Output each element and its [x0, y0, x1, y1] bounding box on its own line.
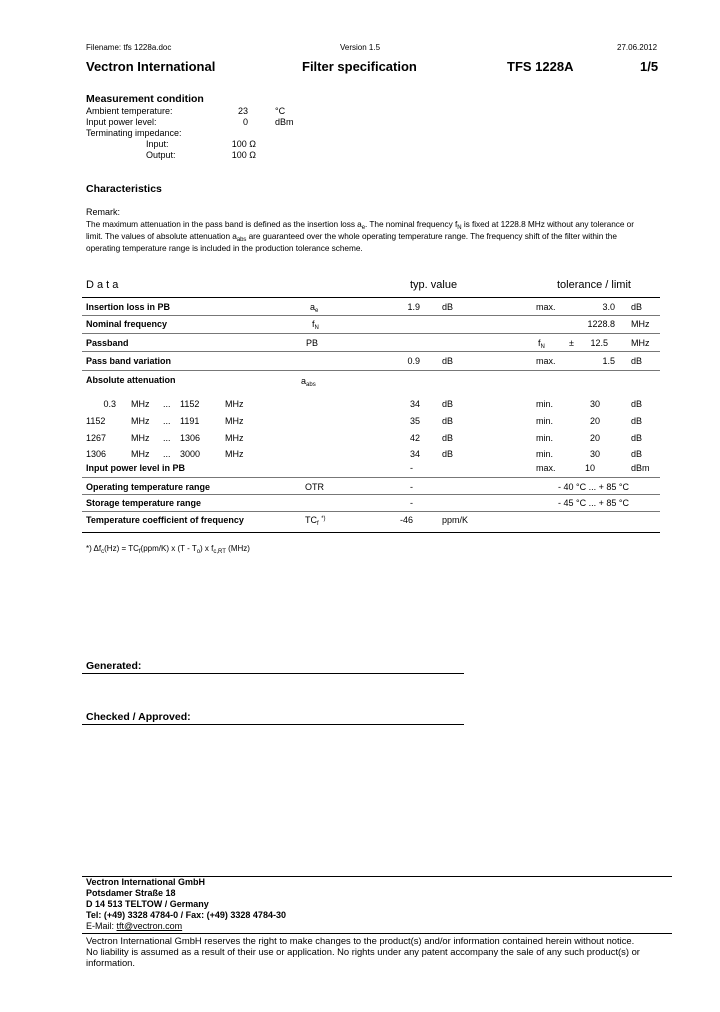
version: Version 1.5 — [340, 43, 381, 52]
atten-f2: 3000 — [180, 449, 201, 459]
ambient-value: 23 — [237, 106, 248, 116]
row-passband-lim-sym: $f_N$ — [538, 338, 545, 350]
atten-typ: 34 — [409, 399, 420, 409]
row-otr-sym: OTR — [305, 482, 324, 492]
row-otr-typ: - — [410, 482, 413, 492]
atten-kind: min. — [536, 449, 554, 459]
row-nominal-label: Nominal frequency — [86, 319, 168, 329]
row-insertion-sym: $a_e$ — [310, 302, 319, 314]
atten-dots: ... — [163, 399, 171, 409]
atten-typ: 34 — [409, 449, 420, 459]
footer-rule-2 — [82, 933, 672, 934]
row-variation-lim-kind: max. — [536, 356, 556, 366]
atten-u2: MHz — [225, 449, 244, 459]
atten-f2: 1306 — [180, 433, 201, 443]
date: 27.06.2012 — [617, 43, 658, 52]
row-nominal-lim-unit: MHz — [631, 319, 650, 329]
remark-line-3: operating temperature range is included in the production tolerance scheme. — [86, 243, 363, 253]
row-otr-range: - 40 °C ... + 85 °C — [558, 482, 629, 492]
row-rule — [82, 351, 660, 352]
atten-typ: 35 — [409, 416, 420, 426]
remark-line-1: The maximum attenuation in the pass band is defined as the insertion loss $a_e$. The nominal frequency $f_N$ is fixed at 1228.8 MHz without any tolerance or — [86, 219, 634, 231]
atten-dots: ... — [163, 416, 171, 426]
row-variation-lim-unit: dB — [631, 356, 643, 366]
disclaimer-2: No liability is assumed as a result of their use or application. No rights under any patent accompany the sale of any such product(s) or — [86, 946, 640, 957]
row-insertion-typ-unit: dB — [442, 302, 454, 312]
row-nominal-sym: $f_N$ — [312, 319, 319, 331]
remark-label: Remark: — [86, 207, 121, 217]
atten-u2: MHz — [225, 399, 244, 409]
power-label: Input power level: — [86, 117, 157, 127]
atten-f2: 1152 — [180, 399, 200, 409]
row-absolute-label: Absolute attenuation — [86, 375, 176, 385]
row-inputpower-lim-kind: max. — [536, 463, 556, 473]
generated-signature-line — [82, 673, 464, 674]
row-rule — [82, 333, 660, 334]
row-insertion-lim-unit: dB — [631, 302, 643, 312]
row-insertion-lim-kind: max. — [536, 302, 556, 312]
col-typ: typ. value — [410, 279, 458, 291]
atten-typ-unit: dB — [442, 399, 454, 409]
output-value: 100 Ω — [231, 150, 256, 160]
atten-u1: MHz — [131, 433, 150, 443]
atten-u1: MHz — [131, 449, 150, 459]
row-tcf-typ: -46 — [399, 515, 413, 525]
row-tcf-sym: $TC_f$ *) — [305, 515, 326, 527]
atten-typ-unit: dB — [442, 416, 454, 426]
company-name: Vectron International — [86, 59, 216, 74]
tcf-footnote: *) $\Delta f_c(Hz) = TC_f(ppm/K)$ x $(T - T_o)$ x $f_{c,RT}$ (MHz) — [86, 544, 250, 555]
footer-email-line: E-Mail: tft@vectron.com — [86, 921, 183, 931]
row-storage-range: - 45 °C ... + 85 °C — [558, 498, 629, 508]
row-variation-typ-unit: dB — [442, 356, 454, 366]
row-inputpower-label: Input power level in PB — [86, 463, 186, 473]
atten-typ: 42 — [409, 433, 420, 443]
row-insertion-typ: 1.9 — [407, 302, 420, 312]
measurement-title: Measurement condition — [86, 93, 204, 105]
power-value: 0 — [242, 117, 248, 127]
atten-dots: ... — [163, 433, 171, 443]
power-unit: dBm — [275, 117, 294, 127]
atten-u1: MHz — [131, 399, 150, 409]
footer-email-link[interactable]: tft@vectron.com — [116, 921, 183, 931]
row-inputpower-lim: 10 — [584, 463, 595, 473]
row-insertion-lim: 3.0 — [602, 302, 615, 312]
row-rule — [82, 477, 660, 478]
footer-city: D 14 513 TELTOW / Germany — [86, 899, 209, 909]
row-passband-lim: 12.5 — [590, 338, 608, 348]
table-top-rule — [82, 297, 660, 298]
row-variation-lim: 1.5 — [602, 356, 615, 366]
atten-kind: min. — [536, 399, 554, 409]
row-inputpower-typ: - — [410, 463, 413, 473]
generated-label: Generated: — [86, 660, 142, 672]
row-tcf-label: Temperature coefficient of frequency — [86, 515, 244, 525]
atten-lim-unit: dB — [631, 399, 643, 409]
atten-u1: MHz — [131, 416, 150, 426]
page-number: 1/5 — [640, 59, 659, 74]
row-absolute-sym: $a_{abs}$ — [301, 376, 316, 388]
doc-type: Filter specification — [302, 59, 417, 74]
atten-u2: MHz — [225, 416, 244, 426]
col-data: D a t a — [86, 279, 119, 291]
input-value: 100 Ω — [231, 139, 256, 149]
atten-lim: 30 — [589, 449, 600, 459]
row-variation-label: Pass band variation — [86, 356, 172, 366]
row-inputpower-lim-unit: dBm — [631, 463, 650, 473]
atten-lim: 30 — [589, 399, 600, 409]
row-otr-label: Operating temperature range — [86, 482, 211, 492]
atten-lim-unit: dB — [631, 416, 643, 426]
impedance-label: Terminating impedance: — [86, 128, 182, 138]
atten-lim: 20 — [589, 433, 600, 443]
ambient-unit: °C — [275, 106, 286, 116]
atten-lim-unit: dB — [631, 449, 643, 459]
atten-lim-unit: dB — [631, 433, 643, 443]
row-passband-label: Passband — [86, 338, 129, 348]
disclaimer-1: Vectron International GmbH reserves the right to make changes to the product(s) and/or information contained herein without notice. — [86, 935, 635, 946]
output-label: Output: — [146, 150, 176, 160]
atten-kind: min. — [536, 416, 554, 426]
atten-u2: MHz — [225, 433, 244, 443]
approved-label: Checked / Approved: — [86, 711, 191, 723]
atten-f2: 1191 — [180, 416, 200, 426]
row-tcf-typ-unit: ppm/K — [442, 515, 469, 525]
row-passband-sym: PB — [306, 338, 319, 348]
atten-f1: 1152 — [86, 416, 106, 426]
filename: Filename: tfs 1228a.doc — [86, 43, 172, 52]
row-storage-typ: - — [410, 498, 413, 508]
atten-dots: ... — [163, 449, 171, 459]
atten-kind: min. — [536, 433, 554, 443]
row-passband-pm: ± — [569, 338, 574, 348]
atten-typ-unit: dB — [442, 449, 454, 459]
row-rule — [82, 494, 660, 495]
atten-f1: 0.3 — [103, 399, 116, 409]
part-number: TFS 1228A — [507, 59, 574, 74]
col-tol: tolerance / limit — [557, 279, 631, 291]
table-bottom-rule — [82, 532, 660, 533]
row-rule — [82, 370, 660, 371]
remark-line-2: limit. The values of absolute attenuation $a_{abs}$ are guaranteed over the whole operating temperature range. The frequency shift of the filter within the — [86, 231, 617, 243]
atten-lim: 20 — [589, 416, 600, 426]
disclaimer-3: information. — [86, 957, 135, 968]
atten-f1: 1306 — [86, 449, 107, 459]
row-passband-lim-unit: MHz — [631, 338, 650, 348]
row-rule — [82, 511, 660, 512]
ambient-label: Ambient temperature: — [86, 106, 173, 116]
row-rule — [82, 315, 660, 316]
footer-street: Potsdamer Straße 18 — [86, 888, 176, 898]
footer-company: Vectron International GmbH — [86, 877, 206, 887]
row-insertion-label: Insertion loss in PB — [86, 302, 171, 312]
approved-signature-line — [82, 724, 464, 725]
input-label: Input: — [146, 139, 169, 149]
row-variation-typ: 0.9 — [407, 356, 420, 366]
row-storage-label: Storage temperature range — [86, 498, 202, 508]
atten-typ-unit: dB — [442, 433, 454, 443]
row-nominal-lim: 1228.8 — [587, 319, 615, 329]
footer-phone: Tel: (+49) 3328 4784-0 / Fax: (+49) 3328 4784-30 — [86, 910, 286, 920]
atten-f1: 1267 — [86, 433, 107, 443]
characteristics-title: Characteristics — [86, 183, 162, 195]
